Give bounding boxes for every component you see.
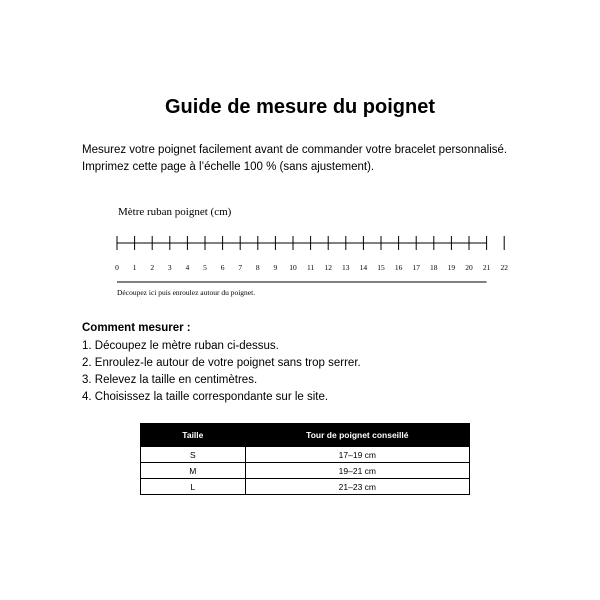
instruction-step: 4. Choisissez la taille correspondante sur le site.	[82, 391, 329, 403]
page-title: Guide de mesure du poignet	[164, 96, 436, 118]
size-cell: L	[141, 479, 246, 495]
ruler-tick-label: 0	[115, 263, 119, 272]
ruler-tick-label: 19	[447, 263, 456, 272]
instructions-heading: Comment mesurer :	[82, 322, 191, 334]
ruler-tick-label: 7	[238, 263, 243, 272]
ruler-title: Mètre ruban poignet (cm)	[118, 206, 232, 218]
wrist-column-header: Tour de poignet conseillé	[245, 424, 469, 447]
ruler-tick-label: 2	[150, 263, 155, 272]
size-table	[140, 423, 470, 495]
ruler-tick-label: 17	[412, 263, 420, 272]
size-cell: S	[141, 447, 246, 463]
ruler-tick-label: 4	[185, 263, 190, 272]
ruler-tick-label: 13	[342, 263, 350, 272]
size-cell: M	[141, 463, 246, 479]
ruler-tick-label: 12	[324, 263, 332, 272]
ruler-tick-label: 6	[220, 263, 225, 272]
size-table-header-row	[141, 424, 470, 447]
ruler-tick-label: 15	[377, 263, 385, 272]
table-row	[141, 463, 470, 479]
ruler-tick-label: 21	[482, 263, 491, 272]
instructions-list	[82, 338, 361, 406]
instruction-step: 2. Enroulez-le autour de votre poignet sans trop serrer.	[82, 357, 361, 369]
ruler-tick-label: 8	[255, 263, 260, 272]
ruler-tick-label: 20	[465, 263, 473, 272]
table-row	[141, 479, 470, 495]
intro-line: Mesurez votre poignet facilement avant de commander votre bracelet personnalisé.	[82, 144, 508, 156]
instruction-step: 3. Relevez la taille en centimètres.	[82, 374, 258, 386]
wrist-range-cell: 21–23 cm	[245, 479, 469, 495]
ruler-tick-label: 3	[167, 263, 172, 272]
wrist-range-cell: 19–21 cm	[245, 463, 469, 479]
ruler-tick-label: 10	[289, 263, 297, 272]
table-row	[141, 447, 470, 463]
ruler-tick-label: 5	[203, 263, 207, 272]
wrist-range-cell: 17–19 cm	[245, 447, 469, 463]
ruler-tick-label: 16	[394, 263, 403, 272]
size-column-header: Taille	[141, 424, 246, 447]
ruler-tick-label: 22	[500, 263, 508, 272]
instruction-step: 1. Découpez le mètre ruban ci-dessus.	[82, 340, 279, 352]
ruler-cut-note: Découpez ici puis enroulez autour du poignet.	[117, 288, 256, 297]
ruler-tick-label: 1	[132, 263, 137, 272]
ruler-tick-label: 11	[306, 263, 315, 272]
ruler-tick-label: 14	[359, 263, 368, 272]
ruler-tick-label: 18	[430, 263, 438, 272]
ruler-tick-label: 9	[273, 263, 278, 272]
intro-line: Imprimez cette page à l’échelle 100 % (sans ajustement).	[82, 161, 375, 173]
